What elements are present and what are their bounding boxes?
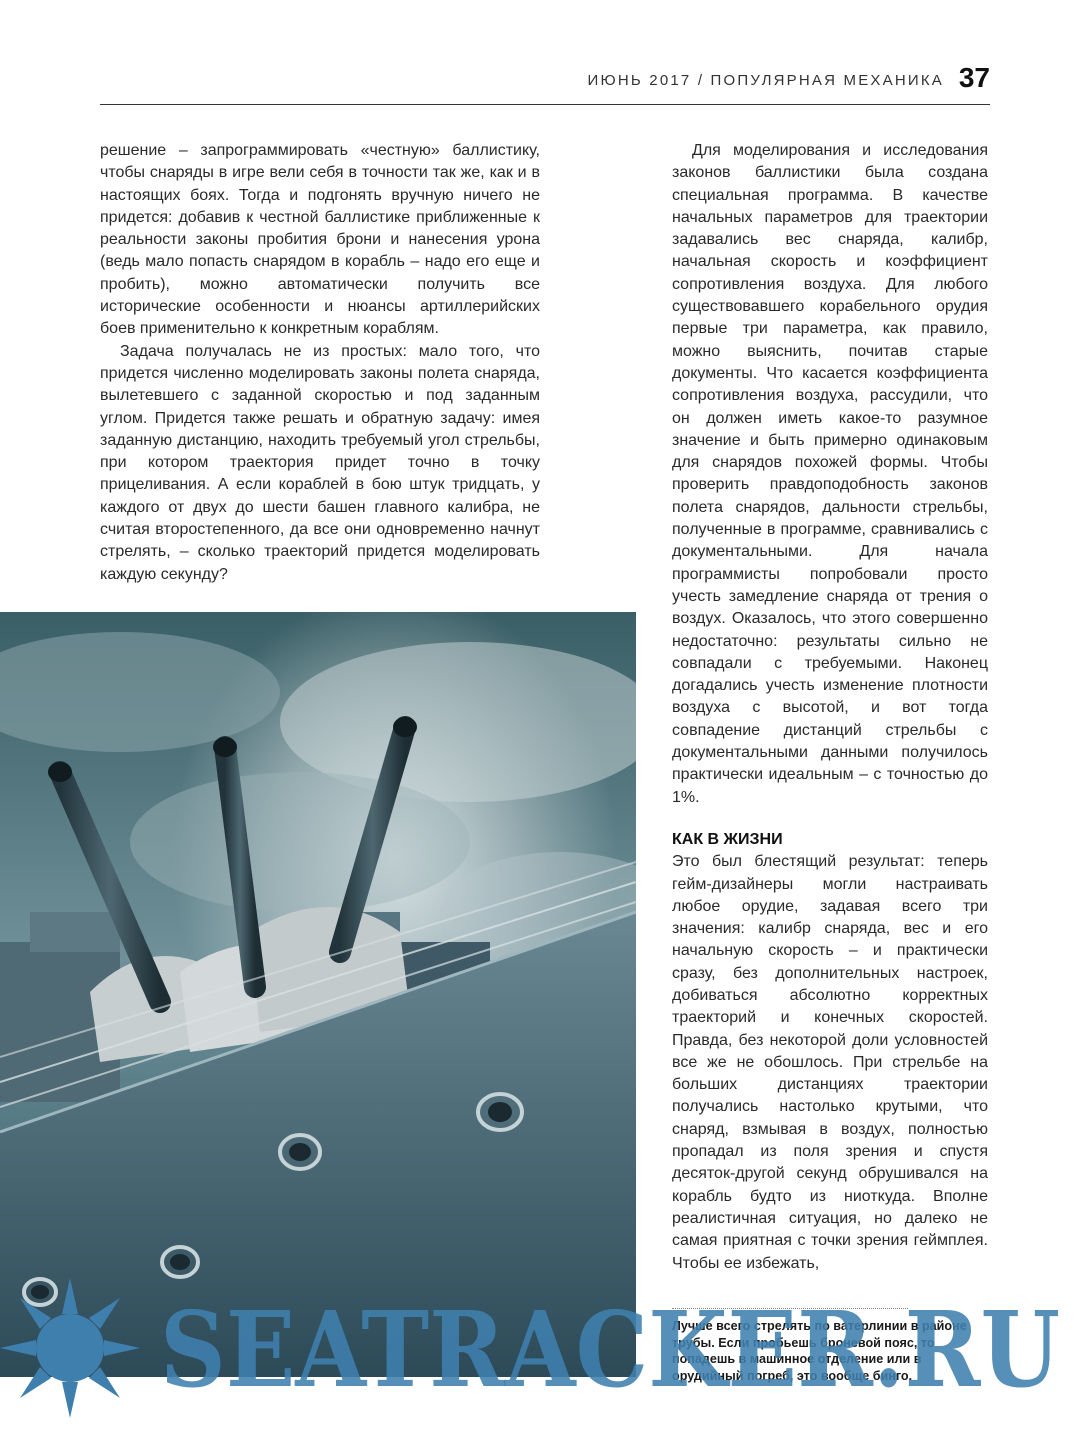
sun-icon — [0, 1278, 140, 1418]
left-column — [100, 140, 540, 586]
battleship-photo — [0, 612, 636, 1377]
section-subheading: КАК В ЖИЗНИ — [672, 830, 783, 848]
watermark — [0, 1268, 1080, 1418]
page-header — [100, 62, 990, 105]
photo-caption: Лучше всего стрелять по ватерлинии в районе трубы. Если пробьешь броневой пояс, то попадешь в машинное отделение или в орудийный погреб, это вообще бинго. — [672, 1319, 967, 1383]
page-number: 37 — [958, 62, 990, 93]
left-paragraph-1: решение – запрограммировать «честную» баллистику, чтобы снаряды в игре вели себя в точности так же, как и в настоящих боях. Тогда и подгонять вручную ничего не придется: добавив к честной баллистике приближенные к реальности законы пробития брони и нанесения урона (ведь мало попасть снарядом в корабль – надо его еще и пробить), можно автоматически получить все исторические особенности и нюансы артиллерийских боев применительно к конкретным кораблям. — [100, 142, 540, 338]
right-paragraph-2: Это был блестящий результат: теперь гейм-дизайнеры могли настраивать любое орудие, задавая всего три значения: калибр снаряда, вес и его начальную скорость – и практически сразу, без дополнительных настроек, добиваться абсолютно корректных траекторий и конечных скоростей. Правда, без некоторой доли условностей все же не обошлось. При стрельбе на больших дистанциях траектории получались настолько крутыми, что снаряд, взмывая в воздух, полностью пропадал из поля зрения и спустя десяток-другой секунд обрушивался на корабль будто из ниоткуда. Вполне реалистичная ситуация, но далеко не самая приятная с точки зрения геймплея. Чтобы ее избежать, — [672, 853, 988, 1272]
watermark-text: SEATRACKER.RU — [160, 1288, 1060, 1411]
right-column — [672, 140, 988, 1275]
left-paragraph-2: Задача получалась не из простых: мало того, что придется численно моделировать законы полета снаряда, вылетевшего с заданной скоростью и под заданным углом. Придется также решать и обратную задачу: имея заданную дистанцию, находить требуемый угол стрельбы, при котором траектория придет точно в точку прицеливания. А если кораблей в бою штук тридцать, у каждого от двух до шести башен главного калибра, не считая второстепенного, да все они одновременно начнут стрелять, – сколько траекторий придется моделировать каждую секунду? — [100, 342, 540, 583]
running-title: ИЮНЬ 2017 / ПОПУЛЯРНАЯ МЕХАНИКА — [587, 72, 944, 89]
right-paragraph-1: Для моделирования и исследования законов баллистики была создана специальная программа. В качестве начальных параметров для траектории задавались вес снаряда, калибр, начальная скорость и коэффициент сопротивления воздуха. Для любого существовавшего корабельного орудия первые три параметра, как правило, можно выяснить, почитав старые документы. Что касается коэффициента сопротивления воздуха, рассудили, что он должен иметь какое-то разумное значение и быть примерно одинаковым для снарядов похожей формы. Чтобы проверить правдоподобность законов полета снарядов, дальности стрельбы, полученные в программе, сравнивались с документальными. Для начала программисты попробовали просто учесть замедление снаряда от трения о воздух. Оказалось, что этого совершенно недостаточно: результаты сильно не совпадали с требуемыми. Наконец догадались учесть изменение плотности воздуха с высотой, и вот тогда совпадение дистанций стрельбы с документальными данными получилось практически идеальным – с точностью до 1%. — [672, 142, 988, 806]
